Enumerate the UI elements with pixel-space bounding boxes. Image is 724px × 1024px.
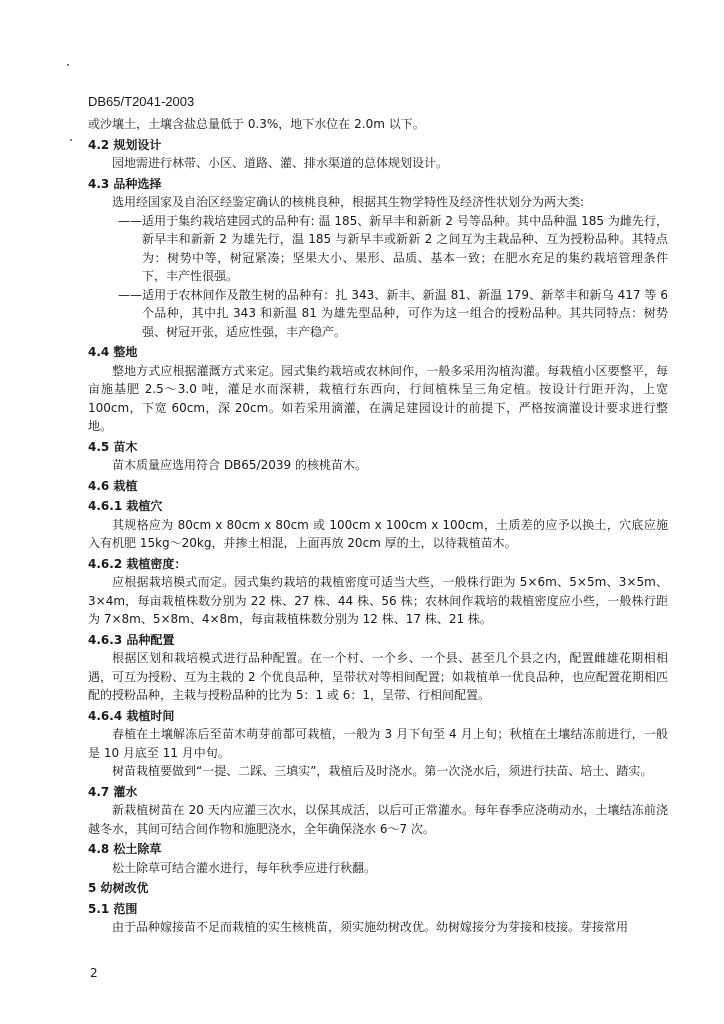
section-heading: 4.2 规划设计 [88,137,162,152]
section-heading: 4.6.3 品种配置 [88,632,175,647]
paragraph: 其规格应为 80cm x 80cm x 80cm 或 100cm x 100cm x 100cm，土质差的应予以换土，穴底应施入有机肥 15kg～20kg，并掺土相混，上面再放 20cm 厚的土，以待栽植苗木。 [88,517,668,550]
section-heading: 5 幼树改优 [88,881,149,895]
section-heading: 4.6.4 栽植时间 [88,708,175,723]
paragraph: 根据区划和栽培模式进行品种配置。在一个村、一个乡、一个县、甚至几个县之内，配置雌雄花期相相遇，可互为授粉、互为主栽的 2 个优良品种，呈带状对等相间配置；如栽植单一优良品种，也应配置花期相匹配的授粉品种，主栽与授粉品种的比为 5：1 或 6：1，呈带、行相间配置。 [88,651,668,702]
section-heading: 4.6.2 栽植密度： [88,556,187,571]
paragraph: 或沙壤土，土壤含盐总量低于 0.3%，地下水位在 2.0m 以下。 [88,117,425,131]
section-heading: 4.6.1 栽植穴 [88,499,163,513]
paragraph: 园地需进行林带、小区、道路、灌、排水渠道的总体规划设计。 [112,156,449,170]
section-heading: 4.5 苗木 [88,439,138,454]
document-id: DB65/T2041-2003 [88,94,195,109]
scan-speck [67,64,69,66]
scan-speck [70,139,72,141]
section-heading: 4.7 灌水 [88,784,138,799]
dash-list-item: ——适用于农林间作及散生树的品种有：扎 343、新丰、新温 81、新温 179、新萃丰和新乌 417 等 6 个品种，其中扎 343 和新温 81 为雄先型品种，可作为这一组合的授粉品种。其共同特点：树势强、树冠开张，适应性强，丰产稳产。 [118,287,668,339]
page-number: 2 [90,966,98,980]
dash-list-item: ——适用于集约栽培建园式的品种有: 温 185、新早丰和新新 2 号等品种。其中品种温 185 为雌先行，新早丰和新新 2 为雄先行，温 185 与新早丰或新新 2 之间互为主栽品种、互为授粉品种。其特点为：树势中等，树冠紧凑；坚果大小、果形、品质、基本一致；在肥水充足的集约栽培管理条件下，丰产性很强。 [118,213,668,283]
paragraph: 苗木质量应选用符合 DB65/2039 的核桃苗木。 [112,458,367,472]
section-heading: 5.1 范围 [88,901,138,916]
section-heading: 4.4 整地 [88,345,138,359]
document-body [88,115,668,937]
paragraph: 新栽植树苗在 20 天内应灌三次水，以保其成活，以后可正常灌水。每年春季应浇萌动水，土壤结冻前浇越冬水，其间可结合间作物和施肥浇水，全年确保浇水 6～7 次。 [88,803,668,836]
paragraph: 由于品种嫁接苗不足而栽植的实生核桃苗，须实施幼树改优。幼树嫁接分为芽接和枝接。芽接常用 [112,920,629,934]
section-heading: 4.6 栽植 [88,478,138,493]
paragraph: 整地方式应根据灌溉方式来定。园式集约栽培或农林间作，一般多采用沟植沟灌。每栽植小区要整平，每亩施基肥 2.5～3.0 吨，灌足水而深耕，栽植行东西向，行间植株呈三角定植。按设计行距开沟，上宽 100cm，下宽 60cm，深 20cm。如若采用滴灌，在满足建园设计的前提下，严格按滴灌设计要求进行整地。 [88,363,668,433]
section-heading: 4.8 松土除草 [88,842,162,856]
section-heading: 4.3 品种选择 [88,176,162,191]
paragraph: 树苗栽植要做到“一提、二踩、三填实”，栽植后及时浇水。第一次浇水后，须进行扶苗、培土、踏实。 [112,764,653,778]
paragraph: 选用经国家及自治区经鉴定确认的核桃良种，根据其生物学特性及经济性状划分为两大类: [112,195,585,209]
paragraph: 春植在土壤解冻后至苗木萌芽前都可栽植，一般为 3 月下旬至 4 月上旬；秋植在土壤结冻前进行，一般是 10 月底至 11 月中旬。 [88,727,668,760]
paragraph: 松土除草可结合灌水进行，每年秋季应进行秋翻。 [112,860,377,875]
paragraph: 应根据栽培模式而定。园式集约栽培的栽植密度可适当大些，一般株行距为 5×6m、5×5m、3×5m、3×4m，每亩栽植株数分别为 22 株、27 株、44 株、56 株；农林间作栽培的栽植密度应小些，一般株行距为 7×8m、5×8m、4×8m，每亩栽植株数分别为 12 株、17 株、21 株。 [88,575,668,626]
